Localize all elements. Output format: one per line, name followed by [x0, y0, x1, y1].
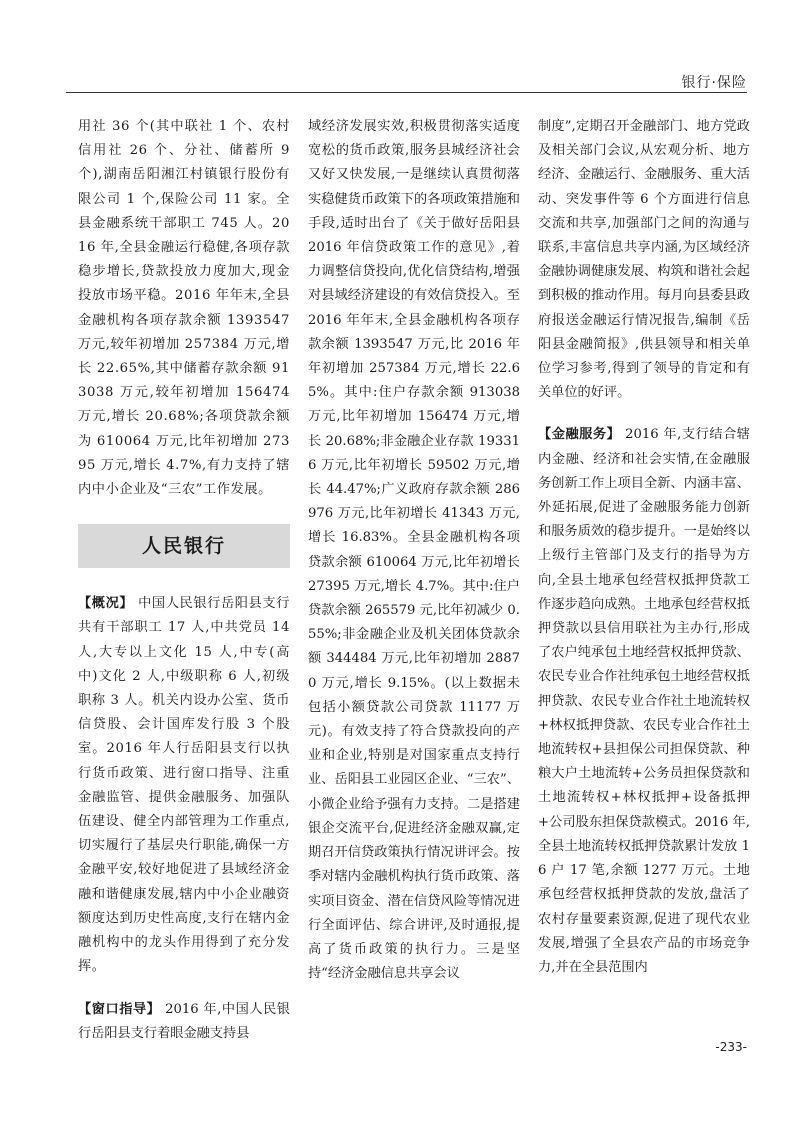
financial-service-tag: 【金融服务】 [538, 427, 621, 443]
overview-paragraph [78, 592, 290, 979]
window-guidance-tag: 【窗口指导】 [78, 1001, 161, 1017]
financial-service-paragraph [538, 423, 750, 980]
page-number: -233- [715, 1040, 747, 1054]
window-guidance-text: 2016 年,中国人民银行岳阳县支行着眼金融支持县 [78, 1001, 290, 1041]
column-3-text: 制度”,定期召开金融部门、地方党政及相关部门会议,从宏观分析、地方经济、金融运行、金融服务、重大活动、突发事件等 6 个方面进行信息交流和共享,加强部门之间的沟通与联系,丰富信息共享内涵,为区域经济金融协调健康发展、构筑和谐社会起到积极的推动作用。每月向县委县政府报送金融运行情况报告,编制《岳阳县金融简报》,供县领导和相关单位学习参考,得到了领导的肯定和有关单位的好评。 [538, 119, 750, 401]
column-2 [308, 115, 520, 986]
column-1 [78, 115, 290, 1046]
window-guidance-paragraph [78, 998, 290, 1046]
financial-service-text: 2016 年,支行结合辖内金融、经济和社会实情,在金融服务创新工作上项目全新、内涵丰富、外延拓展,促进了金融服务能力创新和服务质效的稳步提升。一是始终以上级行主管部门及支行的指导为方向,全县土地承包经营权抵押贷款工作逐步趋向成熟。土地承包经营权抵押贷款以县信用联社为主办行,形成了农户纯承包土地经营权抵押贷款、农民专业合作社纯承包土地经营权抵押贷款、农民专业合作社土地流转权+林权抵押贷款、农民专业合作社土地流转权+县担保公司担保贷款、种粮大户土地流转+公务员担保贷款和土地流转权+林权抵押+设备抵押+公司股东担保贷款模式。2016 年,全县土地流转权抵押贷款累计发放 16 户 17 笔,余额 1277 万元。土地承包经营权抵押贷款的发放,盘活了农村存量要素资源,促进了现代农业发展,增强了全县农产品的市场竞争力,并在全县范围内 [538, 427, 750, 975]
column-2-text: 域经济发展实效,积极贯彻落实适度宽松的货币政策,服务县城经济社会又好又快发展,一是继续认真贯彻落实稳健货币政策下的各项政策措施和手段,适时出台了《关于做好岳阳县 2016 年信贷政策工作的意见》,着力调整信贷投向,优化信贷结构,增强对县域经济建设的有效信贷投入。至 2016 年年末,全县金融机构各项存款余额 1393547 万元,比 2016 年年初增加 257384 万元,增长 22.65%。其中:住户存款余额 913038 万元,比年初增加 156474 万元,增长 20.68%;非金融企业存款 193316 万元,比年初增长 59502 万元,增长 44.47%;广义政府存款余额 286976 万元,比年初增长 41343 万元,增长 16.83%。全县金融机构各项贷款余额 610064 万元,比年初增长 27395 万元,增长 4.7%。其中:住户贷款余额 265579 元,比年初减少 0.55%;非金融企业及机关团体贷款余额 344484 万元,比年初增加 28870 万元,增长 9.15%。(以上数据未包括小额贷款公司贷款 11177 万元)。有效支持了符合贷款投向的产业和企业,特别是对国家重点支持行业、岳阳县工业园区企业、“三农”、小微企业给予强有力支持。二是搭建银企交流平台,促进经济金融双赢,定期召开信贷政策执行情况讲评会。按季对辖内金融机构执行货币政策、落实项目资金、潜在信贷风险等情况进行全面评估、综合讲评,及时通报,提高了货币政策的执行力。三是坚持“经济金融信息共享会议 [308, 119, 520, 982]
header-section-label: 银行·保险 [681, 75, 747, 91]
section-title-box [78, 524, 290, 568]
header-rule [66, 92, 747, 93]
overview-text: 中国人民银行岳阳县支行共有干部职工 17 人,中共党员 14 人,大专以上文化 15 人,中专(高中)文化 2 人,中级职称 6 人,初级职称 3 人。机关内设办公室、货币信贷股、会计国库发行股 3 个股室。2016 年人行岳阳县支行以执行货币政策、进行窗口指导、注重金融监管、提供金融服务、加强队伍建设、健全内部管理为工作重点,切实履行了基层央行职能,确保一方金融平安,较好地促进了县域经济金融和谐健康发展,辖内中小企业融资额度达到历史性高度,支行在辖内金融机构中的龙头作用得到了充分发挥。 [78, 596, 290, 975]
overview-tag: 【概况】 [78, 596, 134, 612]
column-3 [538, 115, 750, 980]
intro-paragraph: 用社 36 个(其中联社 1 个、农村信用社 26 个、分社、储蓄所 9 个),湖南岳阳湘江村镇银行股份有限公司 1 个,保险公司 11 家。全县金融系统干部职工 745 人。2016 年,全县金融运行稳健,各项存款稳步增长,贷款投放力度加大,现金投放市场平稳。2016 年年末,全县金融机构各项存款余额 1393547 万元,较年初增加 257384 万元,增长 22.65%,其中储蓄存款余额 913038 万元,较年初增加 156474 万元,增长 20.68%;各项贷款余额为 610064 万元,比年初增加 27395 万元,增长 4.7%,有力支持了辖内中小企业及“三农”工作发展。 [78, 119, 290, 498]
section-title: 人民银行 [141, 535, 226, 558]
